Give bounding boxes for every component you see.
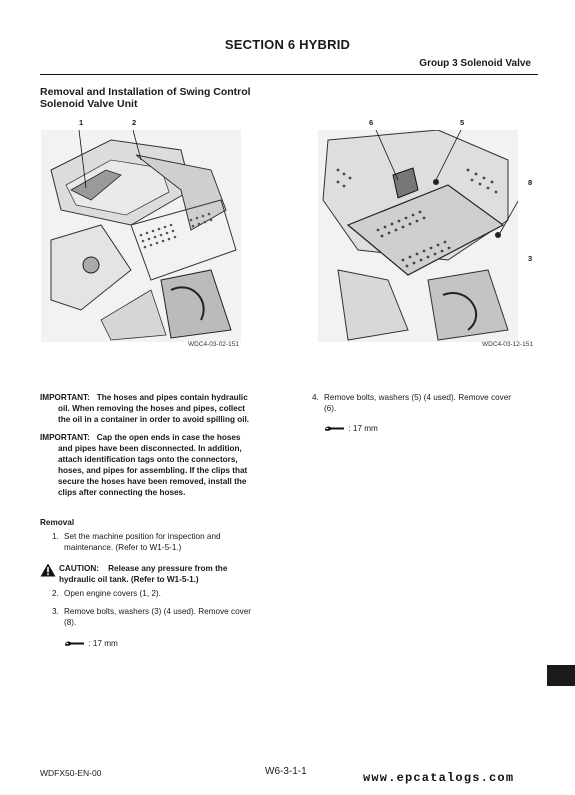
important-label: IMPORTANT: — [40, 433, 90, 442]
step-line: Set the machine position for inspection and — [64, 532, 221, 541]
important-note-2 — [40, 432, 280, 498]
step-line: (8). — [64, 618, 77, 627]
step-4 — [312, 392, 542, 416]
important-line: secure the hoses have been removed, install the — [58, 477, 247, 486]
step-3-tool — [64, 639, 118, 648]
step-3 — [52, 606, 292, 630]
step-line: (6). — [324, 404, 337, 413]
wrench-icon — [324, 424, 346, 433]
important-line: and pipes have been disconnected. In addition, — [58, 444, 242, 453]
wrench-size: : 17 mm — [348, 424, 378, 433]
section-title: SECTION 6 HYBRID — [224, 37, 351, 52]
solenoid-cover-drawing — [318, 130, 518, 342]
caution-line: Release any pressure from the — [108, 564, 228, 573]
important-line: the oil in a container in order to avoid spilling oil. — [58, 415, 250, 424]
important-line: The hoses and pipes contain hydraulic — [96, 393, 248, 402]
step-line: Remove bolts, washers (5) (4 used). Remove cover — [324, 393, 512, 402]
caution-note — [40, 563, 280, 587]
step-number: 4. — [312, 393, 319, 402]
important-label: IMPORTANT: — [40, 393, 90, 402]
document-code: WDFX50-EN-00 — [40, 768, 102, 778]
procedure-title — [40, 86, 300, 110]
important-line: hoses, and pipes for assembling. If the clips that — [58, 466, 248, 475]
callout-3: 3 — [528, 254, 533, 263]
engine-cover-drawing — [41, 130, 241, 342]
callout-6: 6 — [369, 118, 374, 127]
wrench-icon — [64, 639, 86, 648]
step-line: Remove bolts, washers (3) (4 used). Remove cover — [64, 607, 252, 616]
procedure-title-line-1: Removal and Installation of Swing Control — [40, 86, 251, 98]
important-line: clips after connecting the hoses. — [58, 488, 186, 497]
group-title: Group 3 Solenoid Valve — [419, 58, 531, 69]
procedure-title-line-2: Solenoid Valve Unit — [40, 98, 138, 110]
step-2 — [52, 588, 292, 600]
figure-code-left: WDC4-03-02-151 — [188, 341, 239, 348]
step-number: 2. — [52, 589, 59, 598]
header-rule — [40, 74, 538, 75]
warning-triangle-icon — [40, 563, 56, 577]
step-line: maintenance. (Refer to W1-5-1.) — [64, 543, 182, 552]
important-line: Cap the open ends in case the hoses — [96, 433, 241, 442]
caution-label: CAUTION: — [59, 564, 100, 573]
important-line: attach identification tags onto the connectors, — [58, 455, 238, 464]
callout-8: 8 — [528, 178, 533, 187]
callout-1: 1 — [79, 118, 84, 127]
page-number: W6-3-1-1 — [265, 766, 307, 777]
step-4-tool — [324, 424, 378, 433]
caution-line: hydraulic oil tank. (Refer to W1-5-1.) — [59, 575, 199, 584]
section-edge-tab — [547, 665, 575, 686]
callout-2: 2 — [132, 118, 137, 127]
wrench-size: : 17 mm — [88, 639, 118, 648]
callout-5: 5 — [460, 118, 465, 127]
important-note-1 — [40, 392, 280, 425]
step-number: 3. — [52, 607, 59, 616]
step-number: 1. — [52, 532, 59, 541]
engine-cover-illustration — [41, 130, 241, 342]
step-line: Open engine covers (1, 2). — [64, 589, 161, 598]
watermark: www.epcatalogs.com — [363, 771, 515, 785]
removal-heading: Removal — [40, 518, 75, 527]
solenoid-cover-illustration — [318, 130, 518, 342]
important-line: oil. When removing the hoses and pipes, collect — [58, 404, 245, 413]
figure-code-right: WDC4-03-12-151 — [482, 341, 533, 348]
step-1 — [52, 531, 292, 555]
